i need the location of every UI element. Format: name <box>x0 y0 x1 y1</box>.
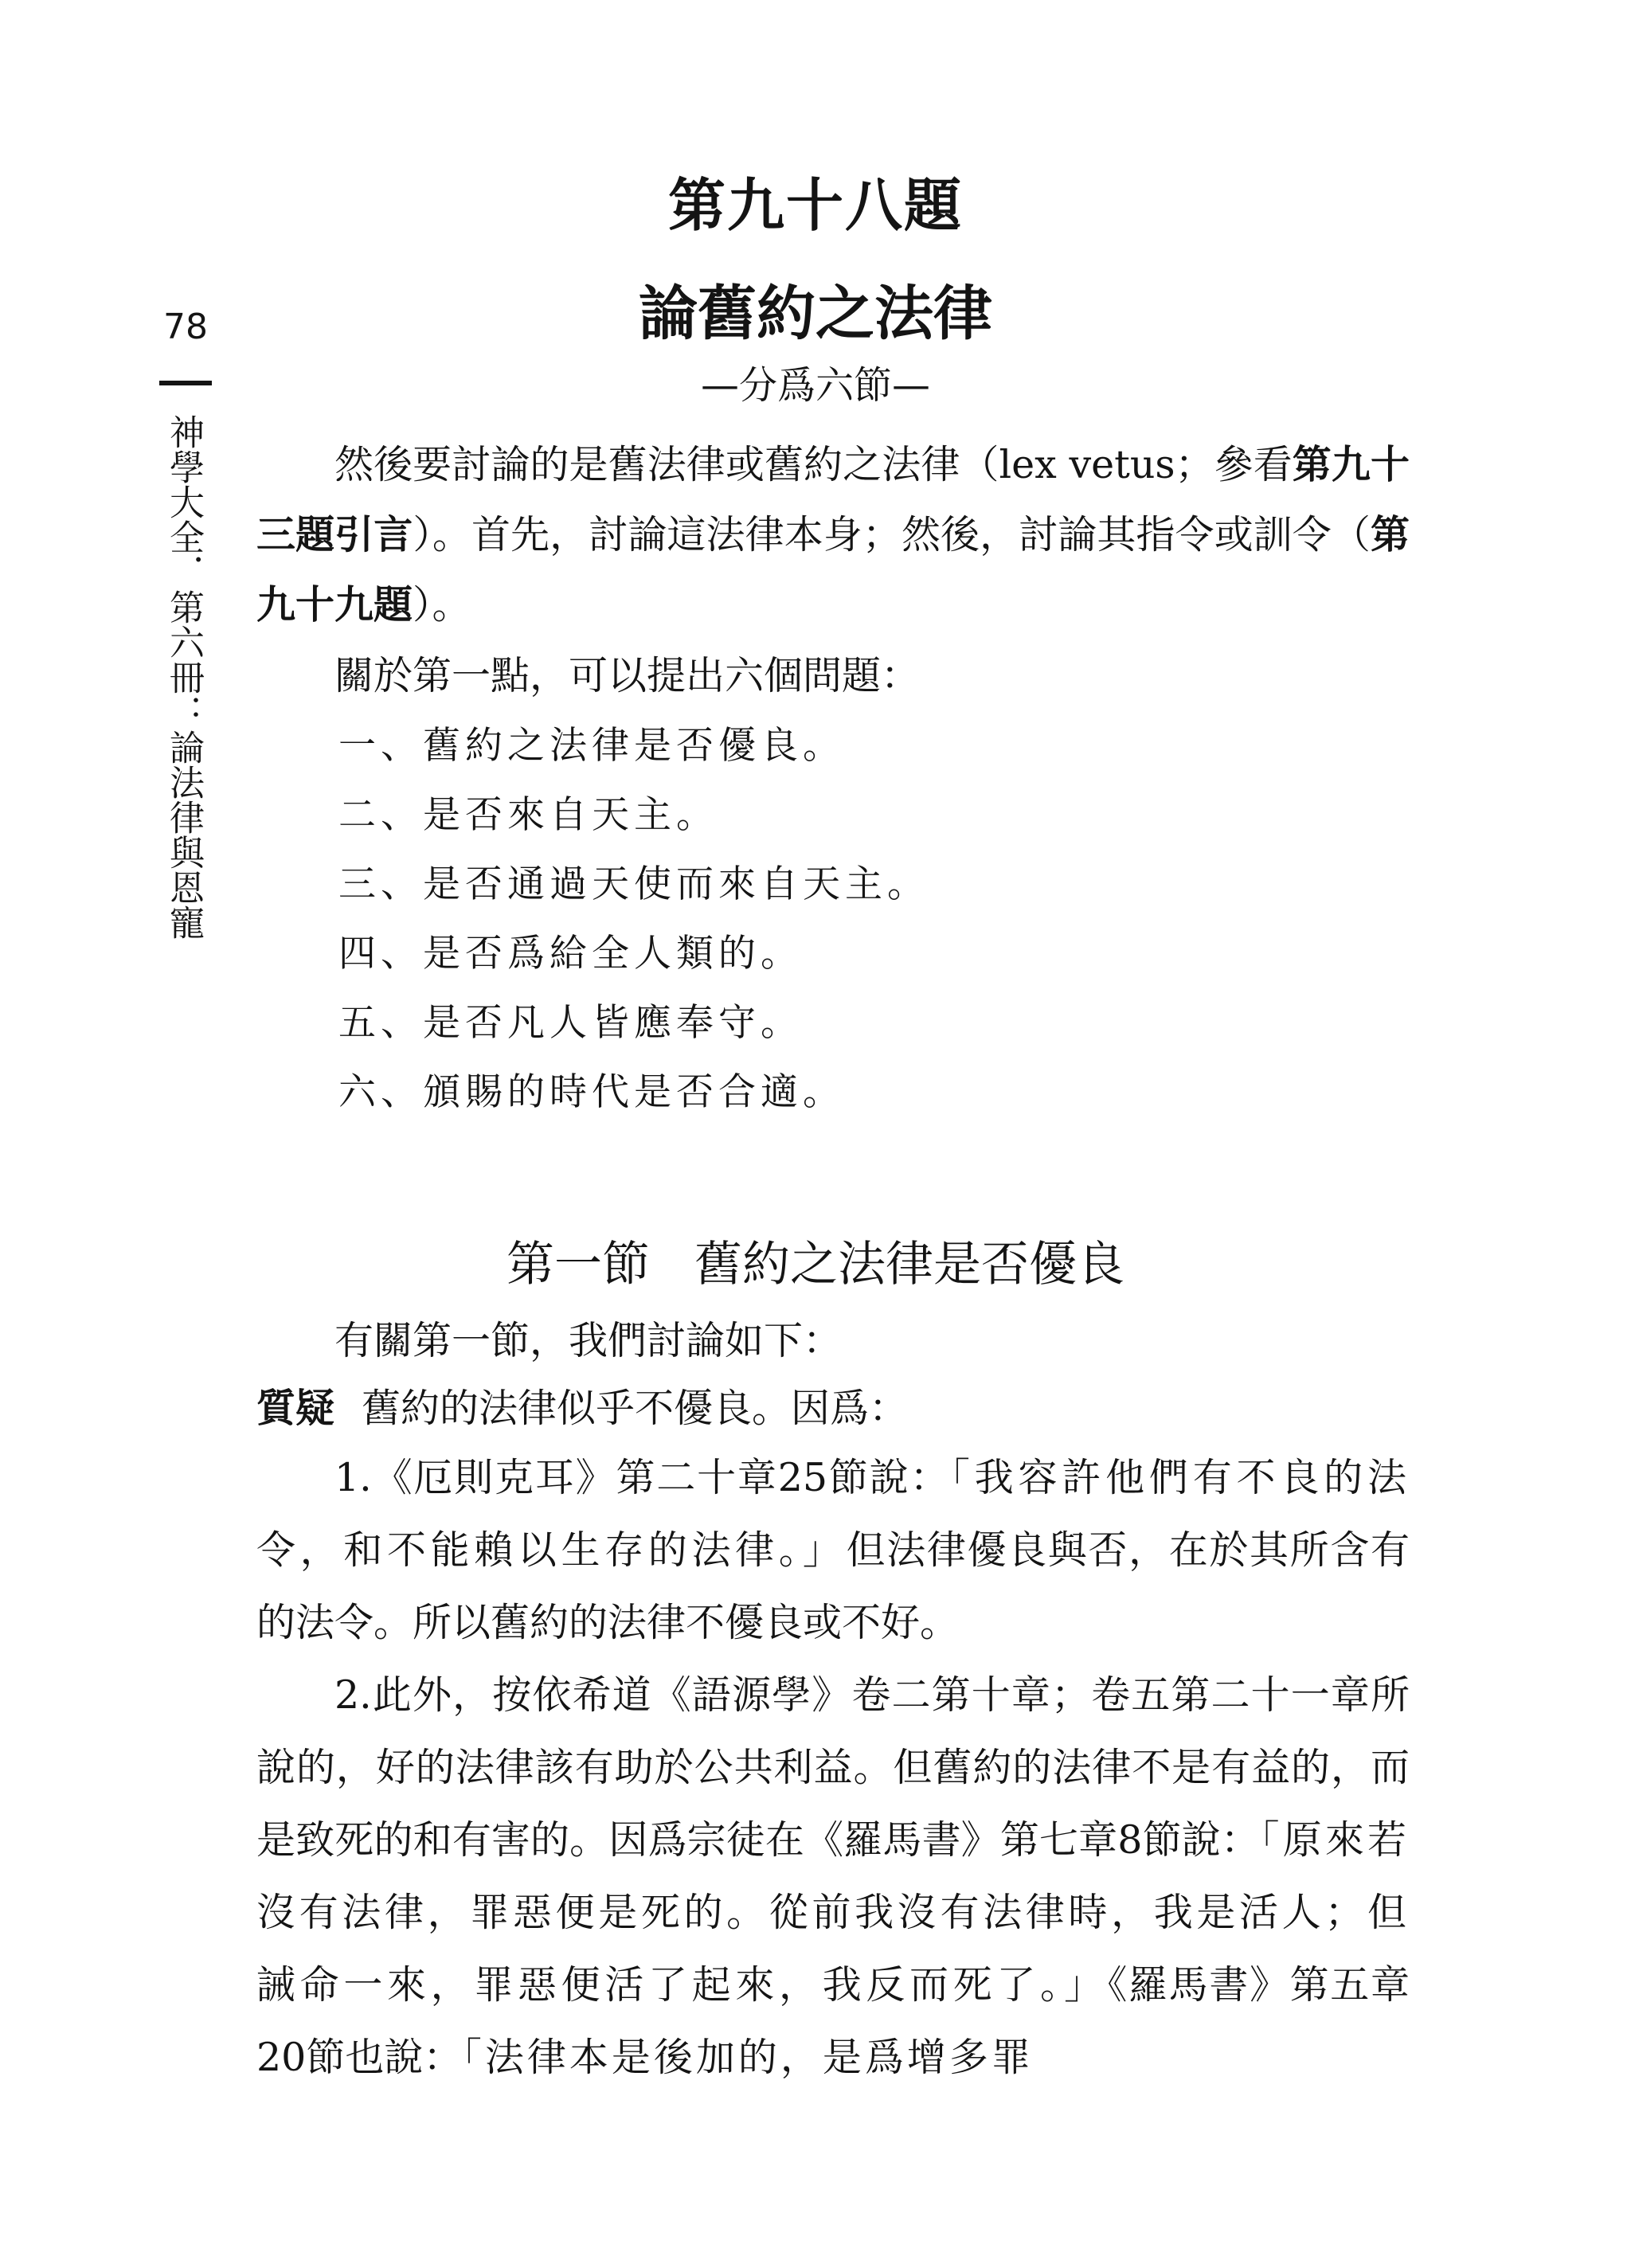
question-number: 第九十八題 <box>667 172 963 239</box>
article-item: 六、頒賜的時代是否合適。 <box>338 1070 845 1114</box>
objection-text: 舊約的法律似乎不優良。因爲： <box>362 1386 909 1431</box>
question-title: 論舊約之法律 <box>639 280 992 348</box>
objection-1-quote: 「我容許他們有不良的法令，和不能賴以生存的法律。」 <box>256 1455 1410 1573</box>
objection-2 <box>256 1659 1410 2094</box>
article-list <box>338 711 929 1127</box>
objection-body <box>256 1441 1410 2094</box>
objection-2-text-b: 《羅馬書》第五章20節也說： <box>256 1962 1410 2080</box>
section-title: 舊約之法律是否優良 <box>694 1237 1124 1292</box>
objection-line <box>256 1374 1410 1444</box>
objection-1 <box>256 1441 1410 1659</box>
objection-2-quote-1: 「原來若沒有法律，罪惡便是死的。從前我沒有法律時，我是活人；但誡命一來，罪惡便活了起來，我反而死了。」 <box>256 1817 1410 2008</box>
intro-lead-paragraph <box>256 641 1410 711</box>
intro-text-a: 然後要討論的是舊法律或舊約之法律（lex vetus；參看 <box>334 442 1293 487</box>
section-number: 第一節 <box>507 1237 650 1292</box>
intro-reference-2: 第九十九題 <box>256 512 1410 628</box>
page-number: 78 <box>163 307 208 347</box>
objection-1-text-a: 1.《厄則克耳》第二十章25節說： <box>334 1455 951 1500</box>
objection-2-text-a: 2.此外，按依希道《語源學》卷二第十章；卷五第二十一章所說的，好的法律該有助於公共利益。但舊約的法律不是有益的，而是致死的和有害的。因爲宗徒在《羅馬書》第七章8節說： <box>256 1672 1410 1863</box>
objection-2-quote-2: 「法律本是後加的，是爲增多罪 <box>462 2035 1034 2080</box>
section-intro: 有關第一節，我們討論如下： <box>334 1318 843 1363</box>
running-title: 神學大全．第六冊：論法律與恩寵 <box>163 414 204 940</box>
intro-reference-1: 第九十三題引言 <box>256 442 1410 557</box>
section-heading <box>0 1226 1631 1295</box>
objection-1-text-b: 但法律優良與否，在於其所含有的法令。所以舊約的法律不優良或不好。 <box>256 1527 1410 1645</box>
objection-label: 質疑 <box>256 1386 335 1431</box>
article-item: 三、是否通過天使而來自天主。 <box>338 862 929 906</box>
intro-text-b: ）。首先，討論這法律本身；然後，討論其指令或訓令（ <box>413 512 1371 557</box>
intro-text-c: ）。 <box>413 582 471 628</box>
intro-lead-text: 關於第一點，可以提出六個問題： <box>334 653 921 698</box>
intro-text <box>256 430 1410 640</box>
intro-paragraph <box>256 430 1410 640</box>
article-item: 二、是否來自天主。 <box>338 793 718 837</box>
article-item: 四、是否爲給全人類的。 <box>338 932 803 976</box>
article-item: 五、是否凡人皆應奉守。 <box>338 1001 803 1045</box>
article-item: 一、舊約之法律是否優良。 <box>338 724 845 768</box>
question-subtitle: —分爲六節— <box>700 363 930 408</box>
